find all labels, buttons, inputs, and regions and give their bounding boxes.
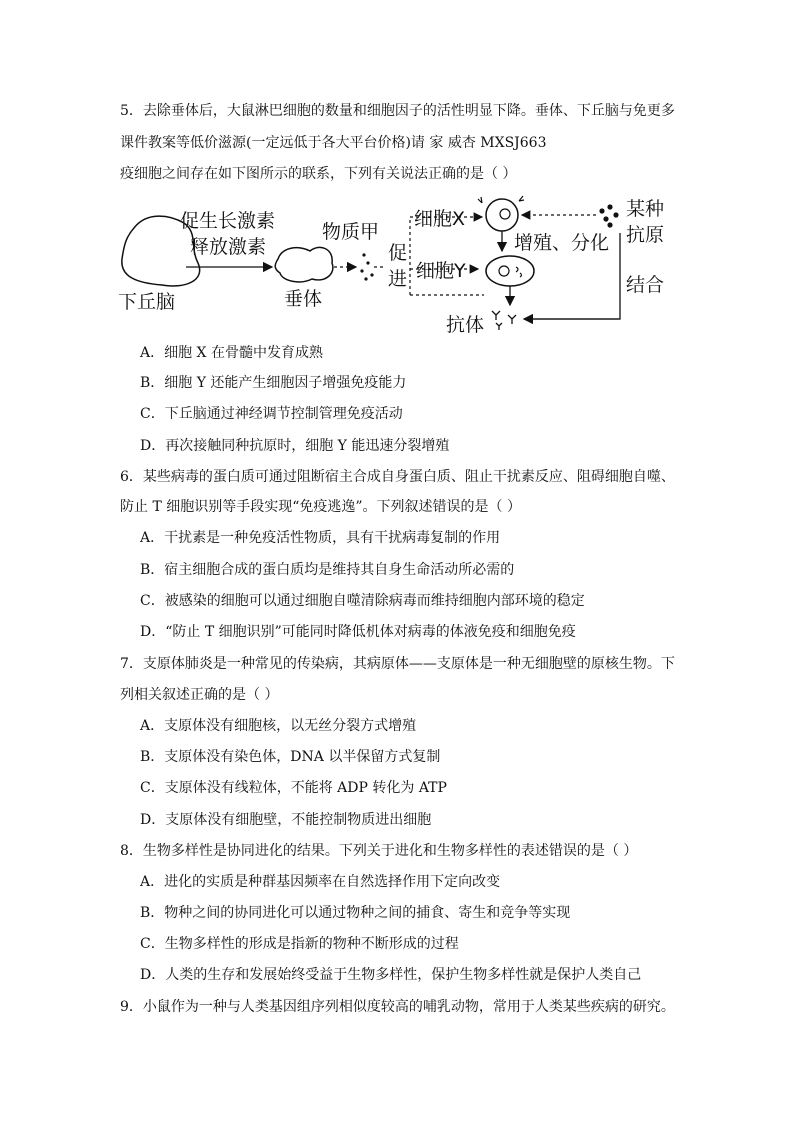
substance-dots (360, 253, 373, 280)
q6-option-c: C．被感染的细胞可以通过细胞自噬清除病毒而维持细胞内部环境的稳定 (140, 593, 585, 609)
hormone-label-line1: 促生长激素 (180, 210, 276, 232)
hypothalamus-label: 下丘脑 (118, 291, 176, 313)
q8-stem-line1: 8．生物多样性是协同进化的结果。下列关于进化和生物多样性的表述错误的是（ ） (120, 843, 638, 859)
antibody-label: 抗体 (446, 314, 485, 336)
cell-y-label: 细胞Y (416, 260, 466, 282)
antigen-label-1: 某种 (626, 198, 665, 220)
hormone-label-line2: 释放激素 (190, 236, 267, 258)
q8-option-c: C．生物多样性的形成是指新的物种不断形成的过程 (140, 936, 459, 952)
q9-stem-line1: 9．小鼠作为一种与人类基因组序列相似度较高的哺乳动物，常用于人类某些疾病的研究。 (120, 999, 675, 1015)
cell-x-receptor-right (519, 196, 524, 201)
q5-ad-line: 课件教案等低价滋源(一定远低于各大平台价格)请 家 威杏 MXSJ663 (120, 135, 547, 151)
q7-stem-line1: 7．支原体肺炎是一种常见的传染病，其病原体——支原体是一种无细胞壁的原核生物。下 (120, 656, 675, 672)
q5-stem-line1: 5．去除垂体后，大鼠淋巴细胞的数量和细胞因子的活性明显下降。垂体、下丘脑与免更多 (120, 103, 675, 119)
cell-y-nucleus (499, 266, 509, 276)
immune-regulation-diagram (112, 193, 712, 343)
q5-stem-line2: 疫细胞之间存在如下图所示的联系，下列有关说法正确的是（ ） (120, 166, 517, 182)
cell-x-nucleus (500, 209, 510, 219)
antigen-icon (599, 204, 618, 227)
cell-x-shape (486, 199, 518, 231)
cell-y-shape (486, 256, 534, 286)
q7-stem-line2: 列相关叙述正确的是（ ） (120, 687, 279, 703)
q6-option-a: A．干扰素是一种免疫活性物质，具有干扰病毒复制的作用 (140, 530, 501, 546)
q6-option-b: B．宿主细胞合成的蛋白质均是维持其自身生命活动所必需的 (140, 562, 515, 578)
q8-option-d: D．人类的生存和发展始终受益于生物多样性，保护生物多样性就是保护人类自己 (140, 967, 642, 983)
q7-option-a: A．支原体没有细胞核，以无丝分裂方式增殖 (140, 718, 417, 734)
antigen-label-2: 抗原 (626, 224, 665, 246)
q6-option-d: D．“防止 T 细胞识别”可能同时降低机体对病毒的体液免疫和细胞免疫 (140, 624, 576, 640)
pituitary-shape (275, 247, 333, 281)
q6-stem-line2: 防止 T 细胞识别等手段实现“免疫逃逸”。下列叙述错误的是（ ） (120, 499, 522, 515)
q7-option-d: D．支原体没有细胞壁，不能控制物质进出细胞 (140, 812, 432, 828)
q8-option-a: A．进化的实质是种群基因频率在自然选择作用下定向改变 (140, 874, 501, 890)
promote-label-2: 进 (388, 268, 408, 290)
cell-x-label: 细胞X (414, 208, 466, 230)
cell-y-granules (516, 267, 522, 277)
q6-stem-line1: 6．某些病毒的蛋白质可通过阻断宿主合成自身蛋白质、阻止干扰素反应、阻碍细胞自噬、 (120, 469, 675, 485)
proliferate-label: 增殖、分化 (514, 232, 610, 254)
q5-option-d: D．再次接触同种抗原时，细胞 Y 能迅速分裂增殖 (140, 438, 450, 454)
pituitary-label: 垂体 (284, 288, 323, 310)
q5-option-c: C．下丘脑通过神经调节控制管理免疫活动 (140, 406, 403, 422)
substance-label: 物质甲 (322, 221, 380, 243)
q8-option-b: B．物种之间的协同进化可以通过物种之间的捕食、寄生和竞争等实现 (140, 905, 571, 921)
promote-label-1: 促 (388, 242, 408, 264)
q5-option-b: B．细胞 Y 还能产生细胞因子增强免疫能力 (140, 375, 407, 391)
q5-option-a: A．细胞 X 在骨髓中发育成熟 (140, 345, 323, 361)
q7-option-c: C．支原体没有线粒体，不能将 ADP 转化为 ATP (140, 780, 447, 796)
combine-label: 结合 (626, 274, 665, 296)
q7-option-b: B．支原体没有染色体，DNA 以半保留方式复制 (140, 749, 441, 765)
antibody-icon (492, 311, 516, 330)
cell-x-receptor-left (478, 197, 482, 203)
